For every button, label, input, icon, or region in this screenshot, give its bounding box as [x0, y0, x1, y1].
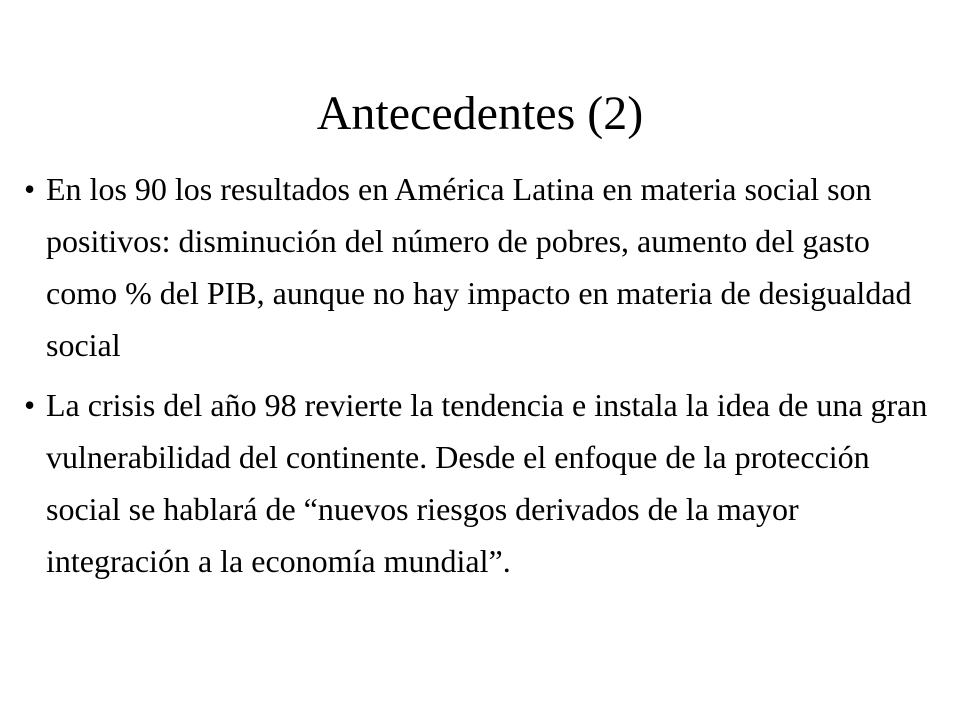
slide-title: Antecedentes (2): [316, 87, 644, 140]
bullet-dot-icon: •: [24, 387, 36, 423]
bullet-text: En los 90 los resultados en América Latina en materia social son positivos: disminución del número de pobres, aumento del gasto como % del PIB, aunque no hay impacto en materia de desigualdad social: [46, 171, 912, 363]
bullet-dot-icon: •: [24, 171, 36, 207]
bullet-list: [24, 163, 944, 587]
bullet-item: [24, 379, 944, 587]
bullet-text: La crisis del año 98 revierte la tendencia e instala la idea de una gran vulnerabilidad del continente. Desde el enfoque de la protección social se hablará de “nuevos riesgos derivados de la mayor integración a la economía mundial”.: [46, 387, 928, 579]
bullet-item: [24, 163, 944, 371]
